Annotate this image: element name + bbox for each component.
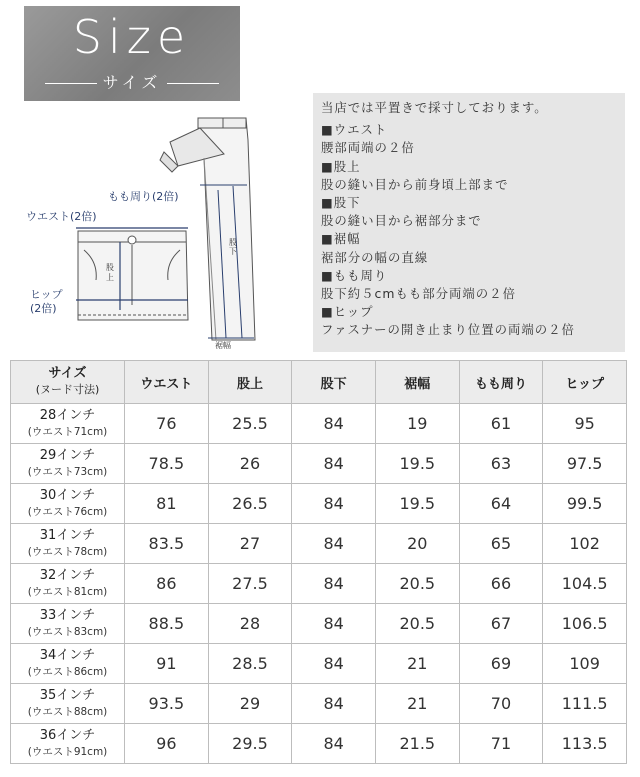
table-row [11,444,627,484]
notes-intro: 当店では平置きで採寸しております。 [321,100,548,115]
size-inch: 32インチ [39,567,96,583]
size-inch: 34インチ [39,647,96,663]
value-cell: 28.5 [208,644,292,684]
value-cell: 20 [375,524,459,564]
size-nude-waist: (ウエスト71cm) [27,425,108,438]
value-cell: 69 [459,644,543,684]
value-cell: 29.5 [208,724,292,764]
value-cell: 20.5 [375,604,459,644]
value-cell: 84 [292,684,376,724]
value-cell: 29 [208,684,292,724]
size-cell [11,684,125,724]
value-cell: 84 [292,604,376,644]
value-cell: 21.5 [375,724,459,764]
value-cell: 88.5 [125,604,209,644]
size-nude-waist: (ウエスト78cm) [27,545,108,558]
size-nude-waist: (ウエスト91cm) [27,745,108,758]
note-heading-inseam: ■股下 [321,195,361,211]
value-cell: 70 [459,684,543,724]
note-heading-hip: ■ヒップ [321,304,374,320]
waist-label: ウエスト(2倍) [26,210,97,223]
table-row [11,684,627,724]
size-nude-waist: (ウエスト88cm) [27,705,108,718]
size-cell [11,524,125,564]
size-cell [11,444,125,484]
size-nude-waist: (ウエスト86cm) [27,665,108,678]
size-inch: 29インチ [39,447,96,463]
note-heading-waist: ■ウエスト [321,122,388,138]
value-cell: 27 [208,524,292,564]
value-cell: 71 [459,724,543,764]
hip-label: ヒップ [30,288,63,301]
value-cell: 84 [292,524,376,564]
size-inch: 30インチ [39,487,96,503]
value-cell: 20.5 [375,564,459,604]
front-view-illustration [78,231,188,320]
header-size [11,361,125,404]
value-cell: 26.5 [208,484,292,524]
size-table [10,360,627,764]
banner-subtitle: サイズ [24,70,240,93]
value-cell: 67 [459,604,543,644]
size-inch: 28インチ [39,407,96,423]
table-row [11,604,627,644]
value-cell: 104.5 [543,564,627,604]
table-row [11,724,627,764]
note-text-rise: 股の縫い目から前身頃上部まで [321,176,509,192]
value-cell: 84 [292,484,376,524]
value-cell: 97.5 [543,444,627,484]
header-size-label: サイズ [48,366,87,381]
value-cell: 96 [125,724,209,764]
inseam-label-side: 下 [229,247,237,256]
note-heading-thigh: ■もも周り [321,267,388,283]
value-cell: 93.5 [125,684,209,724]
header-inseam: 股下 [292,361,376,404]
value-cell: 21 [375,684,459,724]
value-cell: 27.5 [208,564,292,604]
header-waist: ウエスト [125,361,209,404]
size-nude-waist: (ウエスト73cm) [27,465,108,478]
size-cell [11,484,125,524]
size-cell [11,604,125,644]
table-row [11,484,627,524]
value-cell: 99.5 [543,484,627,524]
note-text-inseam: 股の縫い目から裾部分まで [321,213,482,229]
value-cell: 76 [125,404,209,444]
value-cell: 65 [459,524,543,564]
value-cell: 81 [125,484,209,524]
value-cell: 78.5 [125,444,209,484]
value-cell: 84 [292,644,376,684]
value-cell: 19.5 [375,444,459,484]
size-cell [11,644,125,684]
header-thigh: もも周り [459,361,543,404]
measurement-diagram [0,100,312,355]
rise-label-front-2: 上 [106,273,114,282]
size-inch: 35インチ [39,687,96,703]
value-cell: 19.5 [375,484,459,524]
banner-title: Size [72,10,192,64]
note-text-thigh: 股下約５cmもも部分両端の２倍 [321,286,516,302]
value-cell: 61 [459,404,543,444]
value-cell: 95 [543,404,627,444]
value-cell: 102 [543,524,627,564]
size-inch: 36インチ [39,727,96,743]
value-cell: 91 [125,644,209,684]
measurement-notes [313,93,625,352]
thigh-label: もも周り(2倍) [108,190,179,203]
value-cell: 21 [375,644,459,684]
size-banner [24,6,240,101]
value-cell: 28 [208,604,292,644]
table-row [11,644,627,684]
size-cell [11,404,125,444]
size-nude-waist: (ウエスト81cm) [27,585,108,598]
value-cell: 84 [292,564,376,604]
note-heading-hem: ■裾幅 [321,231,361,247]
table-row [11,404,627,444]
table-row [11,564,627,604]
rise-label-front: 股 [106,263,114,272]
size-inch: 31インチ [39,527,96,543]
value-cell: 25.5 [208,404,292,444]
note-text-hem: 裾部分の幅の直線 [321,249,429,265]
value-cell: 64 [459,484,543,524]
size-cell [11,724,125,764]
table-header-row [11,361,627,404]
value-cell: 84 [292,444,376,484]
value-cell: 83.5 [125,524,209,564]
header-hem: 裾幅 [375,361,459,404]
value-cell: 111.5 [543,684,627,724]
value-cell: 109 [543,644,627,684]
size-nude-waist: (ウエスト76cm) [27,505,108,518]
hem-label: 裾幅 [215,341,231,350]
value-cell: 19 [375,404,459,444]
value-cell: 84 [292,724,376,764]
table-row [11,524,627,564]
note-text-waist: 腰部両端の２倍 [321,140,415,156]
header-hip: ヒップ [543,361,627,404]
hip-label-multiplier: (2倍) [30,302,57,315]
value-cell: 26 [208,444,292,484]
value-cell: 63 [459,444,543,484]
value-cell: 106.5 [543,604,627,644]
value-cell: 86 [125,564,209,604]
header-size-note: (ヌード寸法) [35,383,100,396]
header-rise: 股上 [208,361,292,404]
note-heading-rise: ■股上 [321,158,361,174]
size-nude-waist: (ウエスト83cm) [27,625,108,638]
value-cell: 66 [459,564,543,604]
note-text-hip: ファスナーの開き止まり位置の両端の２倍 [321,322,575,338]
value-cell: 84 [292,404,376,444]
size-inch: 33インチ [39,607,96,623]
value-cell: 113.5 [543,724,627,764]
size-cell [11,564,125,604]
rise-label-side: 股 [229,238,237,247]
